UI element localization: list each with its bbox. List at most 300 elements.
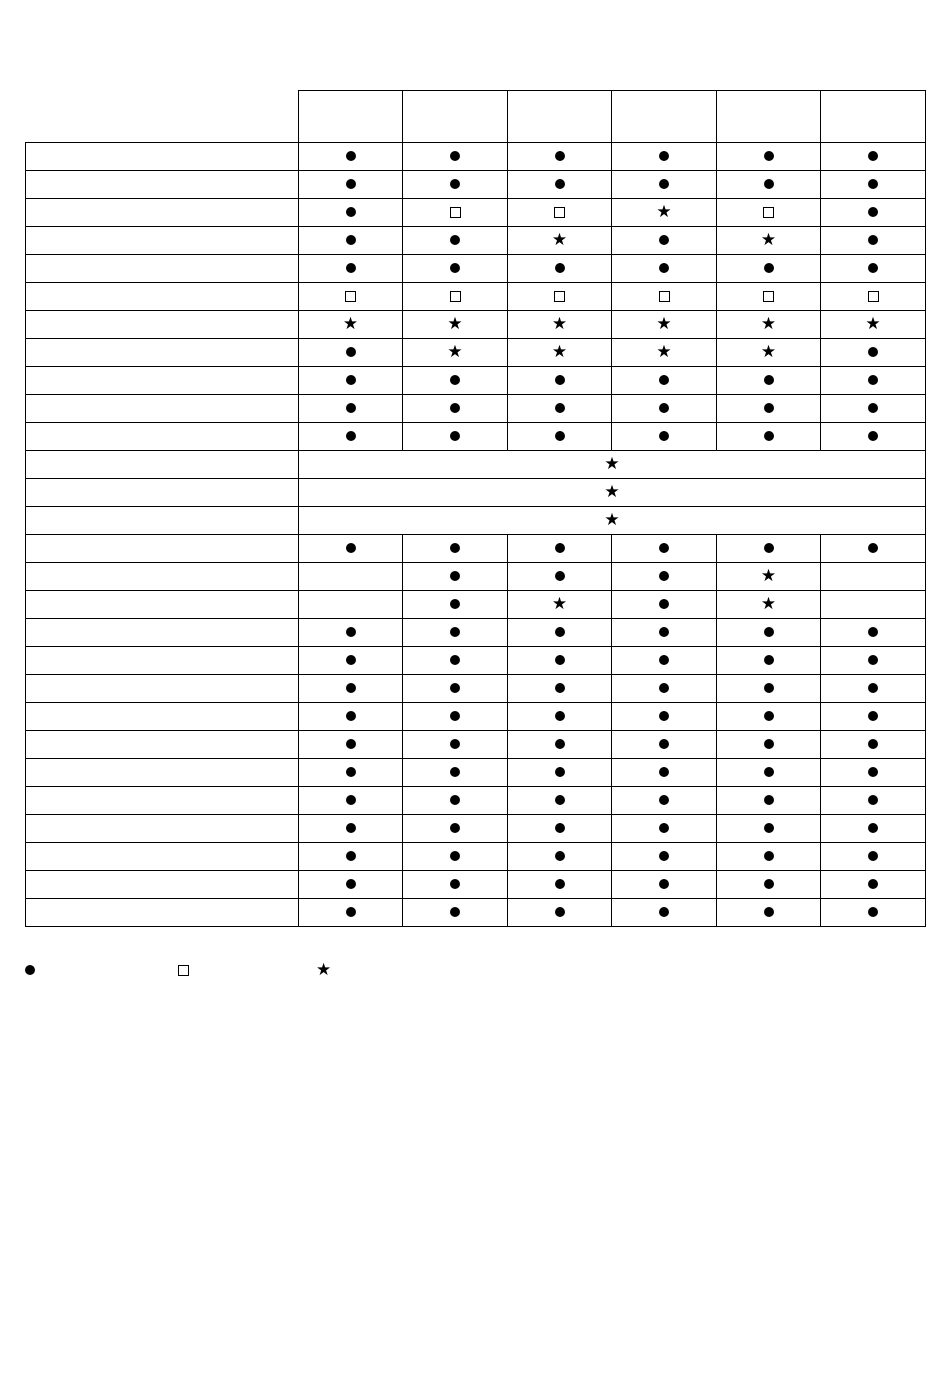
filled-circle-icon xyxy=(555,403,565,413)
table-cell xyxy=(821,843,926,871)
table-cell xyxy=(612,647,717,675)
row-label xyxy=(26,647,299,675)
filled-circle-icon xyxy=(450,739,460,749)
table-cell xyxy=(612,227,717,255)
table-cell xyxy=(821,311,926,339)
table-cell xyxy=(299,311,403,339)
table-cell xyxy=(299,171,403,199)
table-cell xyxy=(508,871,612,899)
table-cell xyxy=(508,423,612,451)
table-cell xyxy=(299,227,403,255)
filled-circle-icon xyxy=(764,767,774,777)
table-cell xyxy=(821,227,926,255)
row-label xyxy=(26,703,299,731)
row-label xyxy=(26,619,299,647)
table-cell xyxy=(508,199,612,227)
table-cell xyxy=(717,283,821,311)
table-row xyxy=(26,815,926,843)
table-row xyxy=(26,619,926,647)
table-cell xyxy=(821,871,926,899)
table-row xyxy=(26,787,926,815)
filled-circle-icon xyxy=(764,823,774,833)
table-cell xyxy=(717,843,821,871)
hollow-square-icon xyxy=(178,965,189,976)
table-cell xyxy=(717,367,821,395)
table-cell xyxy=(612,619,717,647)
filled-circle-icon xyxy=(764,627,774,637)
filled-circle-icon xyxy=(659,263,669,273)
table-cell xyxy=(299,283,403,311)
table-row xyxy=(26,171,926,199)
filled-circle-icon xyxy=(659,179,669,189)
row-label xyxy=(26,787,299,815)
filled-circle-icon xyxy=(346,823,356,833)
row-label xyxy=(26,507,299,535)
table-cell xyxy=(821,675,926,703)
filled-circle-icon xyxy=(450,263,460,273)
table-cell xyxy=(717,591,821,619)
table-body xyxy=(26,91,926,927)
comparison-table xyxy=(25,90,926,927)
filled-circle-icon xyxy=(555,571,565,581)
table-cell xyxy=(717,311,821,339)
table-cell xyxy=(717,535,821,563)
filled-circle-icon xyxy=(555,879,565,889)
hollow-square-icon xyxy=(450,207,461,218)
filled-circle-icon xyxy=(346,151,356,161)
table-cell xyxy=(717,227,821,255)
table-cell xyxy=(821,143,926,171)
table-cell xyxy=(717,199,821,227)
table-cell xyxy=(403,563,508,591)
filled-circle-icon xyxy=(659,795,669,805)
table-cell xyxy=(821,339,926,367)
table-cell xyxy=(821,899,926,927)
column-header xyxy=(508,91,612,143)
table-cell xyxy=(612,871,717,899)
hollow-square-icon xyxy=(868,291,879,302)
row-label xyxy=(26,423,299,451)
filled-circle-icon xyxy=(868,795,878,805)
filled-circle-icon xyxy=(450,543,460,553)
filled-circle-icon xyxy=(764,879,774,889)
filled-circle-icon xyxy=(659,627,669,637)
table-cell xyxy=(508,675,612,703)
table-row xyxy=(26,255,926,283)
star-icon: ★ xyxy=(760,229,777,250)
star-icon: ★ xyxy=(551,341,568,362)
table-row xyxy=(26,899,926,927)
table-cell xyxy=(612,675,717,703)
table-cell xyxy=(508,395,612,423)
filled-circle-icon xyxy=(450,599,460,609)
table-cell xyxy=(508,227,612,255)
filled-circle-icon xyxy=(868,347,878,357)
star-icon: ★ xyxy=(447,341,463,362)
star-icon: ★ xyxy=(760,593,777,614)
table-cell xyxy=(403,899,508,927)
hollow-square-icon xyxy=(763,207,774,218)
filled-circle-icon xyxy=(659,907,669,917)
filled-circle-icon xyxy=(868,543,878,553)
filled-circle-icon xyxy=(450,375,460,385)
table-cell xyxy=(612,395,717,423)
table-header-row xyxy=(26,91,926,143)
table-row xyxy=(26,311,926,339)
filled-circle-icon xyxy=(659,375,669,385)
filled-circle-icon xyxy=(450,851,460,861)
filled-circle-icon xyxy=(659,235,669,245)
star-icon: ★ xyxy=(604,453,620,474)
table-row xyxy=(26,535,926,563)
hollow-square-icon xyxy=(554,207,565,218)
filled-circle-icon xyxy=(450,571,460,581)
table-cell xyxy=(612,591,717,619)
filled-circle-icon xyxy=(764,795,774,805)
filled-circle-icon xyxy=(659,403,669,413)
table-cell xyxy=(508,731,612,759)
legend-item-star xyxy=(316,960,337,980)
filled-circle-icon xyxy=(659,823,669,833)
filled-circle-icon xyxy=(346,431,356,441)
table-cell xyxy=(612,899,717,927)
table-cell xyxy=(403,815,508,843)
table-cell xyxy=(717,815,821,843)
filled-circle-icon xyxy=(868,879,878,889)
filled-circle-icon xyxy=(764,711,774,721)
table-cell xyxy=(717,255,821,283)
table-row xyxy=(26,507,926,535)
table-cell xyxy=(403,283,508,311)
filled-circle-icon xyxy=(868,711,878,721)
table-cell xyxy=(717,703,821,731)
table-cell xyxy=(299,339,403,367)
table-cell xyxy=(299,815,403,843)
filled-circle-icon xyxy=(450,879,460,889)
filled-circle-icon xyxy=(868,403,878,413)
table-row xyxy=(26,731,926,759)
row-label xyxy=(26,451,299,479)
filled-circle-icon xyxy=(764,543,774,553)
table-cell xyxy=(299,899,403,927)
column-header xyxy=(717,91,821,143)
filled-circle-icon xyxy=(450,431,460,441)
table-cell xyxy=(299,563,403,591)
filled-circle-icon xyxy=(868,179,878,189)
table-cell xyxy=(403,255,508,283)
table-cell xyxy=(299,423,403,451)
row-label xyxy=(26,311,299,339)
table-cell xyxy=(403,199,508,227)
table-cell xyxy=(821,171,926,199)
row-label xyxy=(26,759,299,787)
table-cell xyxy=(403,395,508,423)
filled-circle-icon xyxy=(868,823,878,833)
row-label xyxy=(26,899,299,927)
row-label xyxy=(26,731,299,759)
filled-circle-icon xyxy=(659,851,669,861)
column-header xyxy=(299,91,403,143)
table-cell xyxy=(508,563,612,591)
table-cell xyxy=(403,647,508,675)
table-cell xyxy=(612,535,717,563)
filled-circle-icon xyxy=(764,739,774,749)
hollow-square-icon xyxy=(450,291,461,302)
table-cell xyxy=(299,843,403,871)
row-label xyxy=(26,871,299,899)
filled-circle-icon xyxy=(346,235,356,245)
filled-circle-icon xyxy=(346,739,356,749)
row-label xyxy=(26,255,299,283)
star-icon: ★ xyxy=(656,341,672,362)
table-cell xyxy=(717,731,821,759)
filled-circle-icon xyxy=(555,795,565,805)
table-cell xyxy=(717,871,821,899)
hollow-square-icon xyxy=(345,291,356,302)
filled-circle-icon xyxy=(868,431,878,441)
filled-circle-icon xyxy=(555,375,565,385)
table-cell xyxy=(299,591,403,619)
filled-circle-icon xyxy=(868,851,878,861)
table-cell xyxy=(508,815,612,843)
table-cell xyxy=(612,759,717,787)
table-row xyxy=(26,759,926,787)
table-cell xyxy=(403,703,508,731)
table-row xyxy=(26,563,926,591)
column-header xyxy=(403,91,508,143)
row-label xyxy=(26,143,299,171)
table-cell xyxy=(612,283,717,311)
table-cell xyxy=(508,339,612,367)
filled-circle-icon xyxy=(450,403,460,413)
filled-circle-icon xyxy=(346,403,356,413)
row-label xyxy=(26,227,299,255)
star-icon: ★ xyxy=(551,593,568,614)
filled-circle-icon xyxy=(346,711,356,721)
row-label xyxy=(26,479,299,507)
filled-circle-icon xyxy=(659,879,669,889)
column-header xyxy=(612,91,717,143)
table-cell xyxy=(403,759,508,787)
table-cell xyxy=(821,703,926,731)
filled-circle-icon xyxy=(868,907,878,917)
table-cell xyxy=(403,171,508,199)
filled-circle-icon xyxy=(555,179,565,189)
table-cell xyxy=(299,647,403,675)
filled-circle-icon xyxy=(555,543,565,553)
table-cell xyxy=(821,423,926,451)
filled-circle-icon xyxy=(764,431,774,441)
filled-circle-icon xyxy=(346,795,356,805)
row-label xyxy=(26,283,299,311)
filled-circle-icon xyxy=(450,235,460,245)
table-cell xyxy=(403,675,508,703)
table-cell xyxy=(508,619,612,647)
table-cell xyxy=(612,843,717,871)
table-cell xyxy=(821,199,926,227)
table-cell xyxy=(821,647,926,675)
table-row xyxy=(26,479,926,507)
filled-circle-icon xyxy=(868,207,878,217)
star-icon: ★ xyxy=(604,481,620,502)
filled-circle-icon xyxy=(555,851,565,861)
filled-circle-icon xyxy=(868,375,878,385)
filled-circle-icon xyxy=(450,711,460,721)
row-label xyxy=(26,171,299,199)
table-row xyxy=(26,367,926,395)
filled-circle-icon xyxy=(555,431,565,441)
star-icon: ★ xyxy=(551,229,568,250)
filled-circle-icon xyxy=(346,851,356,861)
table-cell xyxy=(403,787,508,815)
star-icon: ★ xyxy=(760,341,777,362)
table-cell xyxy=(403,871,508,899)
star-icon: ★ xyxy=(865,313,881,334)
filled-circle-icon xyxy=(868,235,878,245)
table-cell xyxy=(508,367,612,395)
table-row xyxy=(26,339,926,367)
filled-circle-icon xyxy=(659,543,669,553)
table-cell xyxy=(717,395,821,423)
table-cell xyxy=(299,199,403,227)
table-cell xyxy=(717,899,821,927)
table-cell xyxy=(299,759,403,787)
table-cell xyxy=(403,535,508,563)
table-cell xyxy=(508,899,612,927)
table-cell xyxy=(508,283,612,311)
star-icon: ★ xyxy=(656,313,672,334)
header-corner-cell xyxy=(26,91,299,143)
legend-item-dot xyxy=(25,960,41,980)
filled-circle-icon xyxy=(346,263,356,273)
table-row xyxy=(26,843,926,871)
row-label xyxy=(26,675,299,703)
filled-circle-icon xyxy=(555,823,565,833)
table-cell xyxy=(612,787,717,815)
table-cell xyxy=(508,843,612,871)
table-cell xyxy=(299,871,403,899)
filled-circle-icon xyxy=(25,965,35,975)
table-cell xyxy=(299,255,403,283)
table-cell xyxy=(612,255,717,283)
filled-circle-icon xyxy=(346,767,356,777)
hollow-square-icon xyxy=(763,291,774,302)
table-cell xyxy=(508,171,612,199)
filled-circle-icon xyxy=(659,683,669,693)
table-cell xyxy=(299,787,403,815)
table-cell xyxy=(508,647,612,675)
legend-item-square xyxy=(178,960,195,980)
merged-cell xyxy=(299,479,926,507)
table-cell xyxy=(717,171,821,199)
filled-circle-icon xyxy=(555,711,565,721)
table-cell xyxy=(508,255,612,283)
table-cell xyxy=(821,283,926,311)
filled-circle-icon xyxy=(659,599,669,609)
filled-circle-icon xyxy=(555,655,565,665)
filled-circle-icon xyxy=(764,851,774,861)
filled-circle-icon xyxy=(346,347,356,357)
table-row xyxy=(26,871,926,899)
column-header xyxy=(821,91,926,143)
star-icon: ★ xyxy=(656,201,672,222)
table-row xyxy=(26,199,926,227)
filled-circle-icon xyxy=(555,151,565,161)
table-cell xyxy=(717,143,821,171)
table-cell xyxy=(612,143,717,171)
table-cell xyxy=(821,395,926,423)
table-cell xyxy=(821,759,926,787)
table-cell xyxy=(612,367,717,395)
filled-circle-icon xyxy=(450,823,460,833)
filled-circle-icon xyxy=(555,627,565,637)
table-cell xyxy=(612,703,717,731)
table-cell xyxy=(403,367,508,395)
table-cell xyxy=(821,535,926,563)
filled-circle-icon xyxy=(346,907,356,917)
table-cell xyxy=(612,423,717,451)
table-cell xyxy=(299,619,403,647)
filled-circle-icon xyxy=(346,207,356,217)
row-label xyxy=(26,563,299,591)
filled-circle-icon xyxy=(555,263,565,273)
table-cell xyxy=(612,815,717,843)
table-cell xyxy=(612,171,717,199)
table-row xyxy=(26,283,926,311)
table-cell xyxy=(612,199,717,227)
filled-circle-icon xyxy=(764,403,774,413)
filled-circle-icon xyxy=(764,179,774,189)
table-cell xyxy=(821,591,926,619)
table-row xyxy=(26,451,926,479)
table-cell xyxy=(612,339,717,367)
merged-cell xyxy=(299,507,926,535)
table-cell xyxy=(508,143,612,171)
table-cell xyxy=(403,423,508,451)
filled-circle-icon xyxy=(450,655,460,665)
star-icon: ★ xyxy=(551,313,568,334)
star-icon: ★ xyxy=(760,565,777,586)
filled-circle-icon xyxy=(555,907,565,917)
row-label xyxy=(26,395,299,423)
filled-circle-icon xyxy=(764,655,774,665)
filled-circle-icon xyxy=(868,739,878,749)
filled-circle-icon xyxy=(346,655,356,665)
filled-circle-icon xyxy=(764,151,774,161)
table-cell xyxy=(717,675,821,703)
filled-circle-icon xyxy=(555,767,565,777)
filled-circle-icon xyxy=(659,711,669,721)
filled-circle-icon xyxy=(450,151,460,161)
filled-circle-icon xyxy=(346,627,356,637)
table-cell xyxy=(717,647,821,675)
table-cell xyxy=(508,759,612,787)
table-cell xyxy=(821,731,926,759)
filled-circle-icon xyxy=(346,375,356,385)
filled-circle-icon xyxy=(450,795,460,805)
filled-circle-icon xyxy=(868,683,878,693)
star-icon: ★ xyxy=(342,313,359,334)
table-cell xyxy=(403,843,508,871)
filled-circle-icon xyxy=(659,151,669,161)
filled-circle-icon xyxy=(659,767,669,777)
table-cell xyxy=(821,255,926,283)
table-row xyxy=(26,591,926,619)
merged-cell xyxy=(299,451,926,479)
row-label xyxy=(26,843,299,871)
table-cell xyxy=(403,143,508,171)
filled-circle-icon xyxy=(764,683,774,693)
